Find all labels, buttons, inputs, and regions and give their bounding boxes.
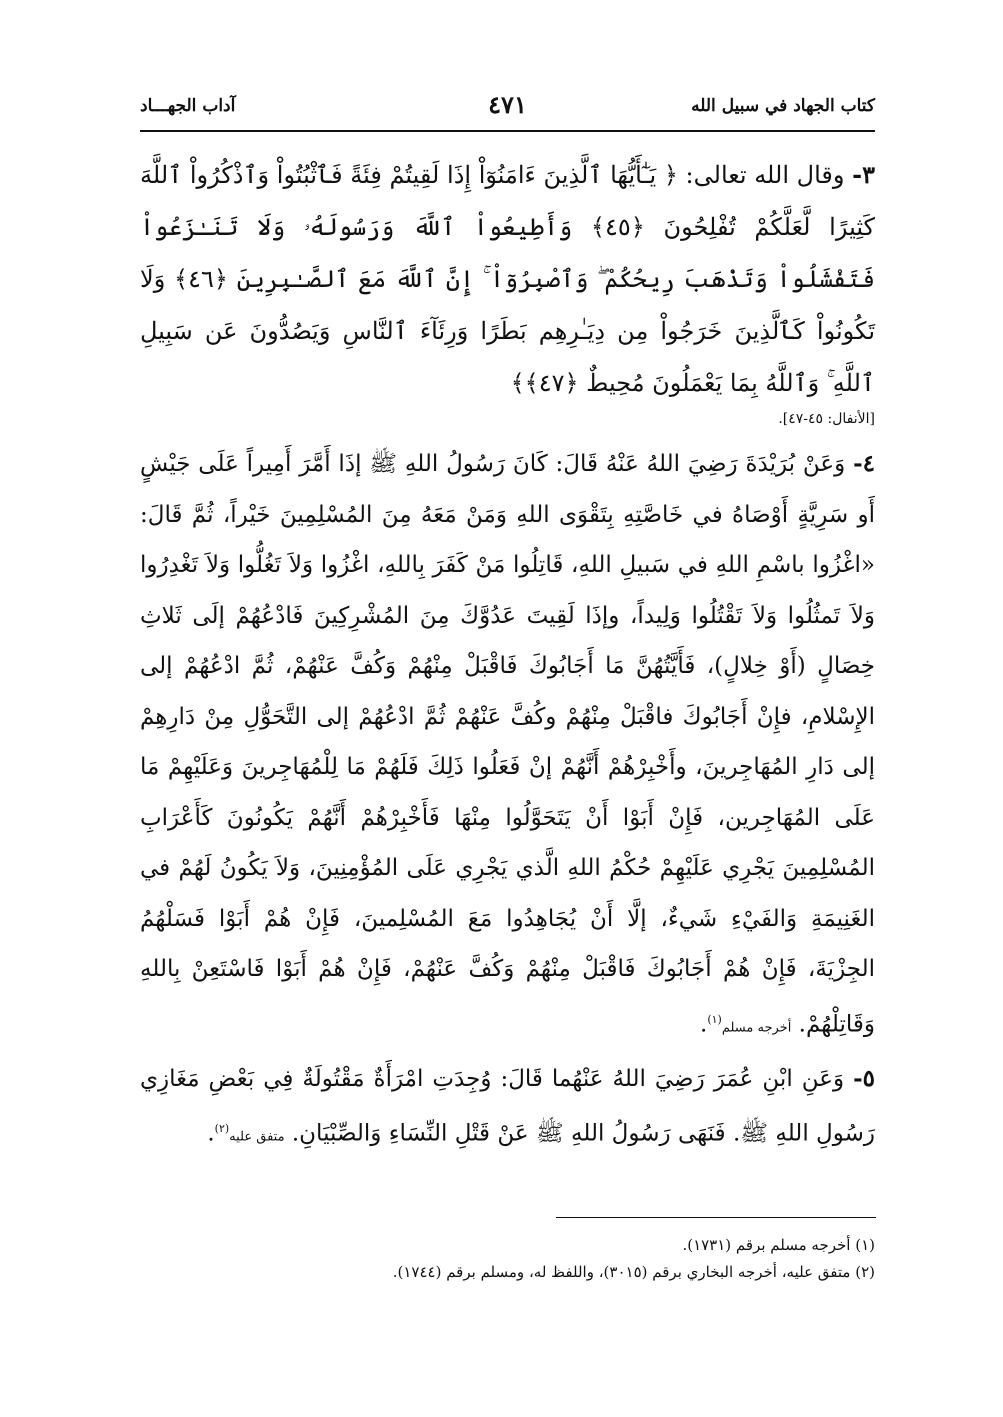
item-number: ٤- [853,450,876,477]
footnotes [140,1232,875,1286]
item-number: ٣- [852,160,875,189]
footnote-2: (٢) متفق عليه، أخرجه البخاري برقم (٣٠١٥)، واللفظ له، ومسلم برقم (١٧٤٤). [392,1263,875,1281]
header-divider [140,130,875,132]
hadith-text: وَعَنِ ابْنِ عُمَرَ رَضِيَ اللهُ عَنْهُما قَالَ: وُجِدَتِ امْرَأَةٌ مَقْتُولَةٌ فِي بَعْضِ مَغَازِي رَسُولِ اللهِ ﷺ. فَنَهَى رَسُولُ اللهِ ﷺ عَنْ قَتْلِ النِّسَاءِ وَالصِّبْيَانِ. [140,1065,875,1147]
book-title: كتاب الجهاد في سبيل الله [691,96,875,116]
page-header [140,88,875,128]
hadith-source: أخرجه مسلم [721,1020,792,1036]
footnote-divider [556,1217,876,1218]
footnote-ref[interactable]: (٢) [214,1122,230,1136]
footnote-1: (١) أخرجه مسلم برقم (١٧٣١). [682,1236,875,1254]
chapter-title: آداب الجهـــاد [140,96,236,116]
item-4: ٤- وَعَنْ بُرَيْدَةَ رَضِيَ اللهُ عَنْهُ قَالَ: كَانَ رَسُولُ اللهِ ﷺ إذَا أَمَّرَ أَمِيراً عَلَى جَيْشٍ أَو سَرِيَّةٍ أَوْصَاهُ في خَاصَّتِهِ بِتَقْوَى اللهِ وَمَنْ مَعَهُ مِنَ المُسْلِمِينَ خَيْراً، ثُمَّ قَالَ: «اغْزُوا باسْمِ اللهِ في سَبيلِ اللهِ، قَاتِلُوا مَنْ كَفَرَ بِاللهِ، اغْزُوا وَلاَ تَغُلُّوا وَلاَ تَغْدِرُوا وَلاَ تَمثُلُوا وَلاَ تَقْتُلُوا وَلِيداً، وإذَا لَقِيتَ عَدُوَّكَ مِنَ المُشْرِكِينَ فَادْعُهُمْ إلَى ثَلاثِ خِصَالٍ (أَوْ خِلالٍ)، فَأَيَّتُهُنَّ مَا أَجَابُوكَ فَاقْبَلْ مِنْهُمْ وَكُفَّ عَنْهُمْ، ثُمَّ ادْعُهُمْ إلى الإِسْلامِ، فإِنْ أَجَابُوكَ فاقْبَلْ مِنْهُمْ وكُفَّ عَنْهُمْ ثُمَّ ادْعُهُمْ إلى التَّحَوُّلِ مِنْ دَارِهِمْ إلى دَارِ المُهَاجِرينَ، وأَخْبِرْهُمْ أَنَّهُمْ إنْ فَعَلُوا ذَلِكَ فَلَهُمْ مَا لِلْمُهَاجِرينَ وَعَلَيْهِمْ مَا عَلَى المُهَاجِرين، فَإِنْ أَبَوْا أَنْ يَتَحَوَّلُوا مِنْهَا فَأَخْبِرْهُمْ أَنَّهُمْ يَكُونُونَ كَأَعْرَابِ المُسْلِمِينَ يَجْرِي عَلَيْهِمْ حُكْمُ اللهِ الَّذي يَجْرِي عَلَى المُؤْمِنِينَ، وَلاَ يَكُونُ لَهُمْ في الغَنِيمَةِ وَالفَيْءِ شَيءٌ، إلَّا أَنْ يُجَاهِدُوا مَعَ المُسْلِمينَ، فَإِنْ هُمْ أَبَوْا فَسَلْهُمُ الجِزْيَةَ، فَإِنْ هُمْ أَجَابُوكَ فَاقْبَلْ مِنْهُمْ وَكُفَّ عَنْهُمْ، فَإِنْ هُمْ أَبَوْا فَاسْتَعِنْ بِاللهِ وَقَاتِلْهُمْ. أخرجه مسلم$^{(١)}$. [140,450,876,1038]
page-body [140,145,875,1163]
hadith-text: وَعَنْ بُرَيْدَةَ رَضِيَ اللهُ عَنْهُ قَالَ: كَانَ رَسُولُ اللهِ ﷺ إذَا أَمَّرَ أَمِيراً عَلَى جَيْشٍ أَو سَرِيَّةٍ أَوْصَاهُ في خَاصَّتِهِ بِتَقْوَى اللهِ وَمَنْ مَعَهُ مِنَ المُسْلِمِينَ خَيْراً، ثُمَّ قَالَ: «اغْزُوا باسْمِ اللهِ في سَبيلِ اللهِ، قَاتِلُوا مَنْ كَفَرَ بِاللهِ، اغْزُوا وَلاَ تَغُلُّوا وَلاَ تَغْدِرُوا وَلاَ تَمثُلُوا وَلاَ تَقْتُلُوا وَلِيداً، وإذَا لَقِيتَ عَدُوَّكَ مِنَ المُشْرِكِينَ فَادْعُهُمْ إلَى ثَلاثِ خِصَالٍ (أَوْ خِلالٍ)، فَأَيَّتُهُنَّ مَا أَجَابُوكَ فَاقْبَلْ مِنْهُمْ وَكُفَّ عَنْهُمْ، ثُمَّ ادْعُهُمْ إلى الإِسْلامِ، فإِنْ أَجَابُوكَ فاقْبَلْ مِنْهُمْ وكُفَّ عَنْهُمْ ثُمَّ ادْعُهُمْ إلى التَّحَوُّلِ مِنْ دَارِهِمْ إلى دَارِ المُهَاجِرينَ، وأَخْبِرْهُمْ أَنَّهُمْ إنْ فَعَلُوا ذَلِكَ فَلَهُمْ مَا لِلْمُهَاجِرينَ وَعَلَيْهِمْ مَا عَلَى المُهَاجِرين، فَإِنْ أَبَوْا أَنْ يَتَحَوَّلُوا مِنْهَا فَأَخْبِرْهُمْ أَنَّهُمْ يَكُونُونَ كَأَعْرَابِ المُسْلِمِينَ يَجْرِي عَلَيْهِمْ حُكْمُ اللهِ الَّذي يَجْرِي عَلَى المُؤْمِنِينَ، وَلاَ يَكُونُ لَهُمْ في الغَنِيمَةِ وَالفَيْءِ شَيءٌ، إلَّا أَنْ يُجَاهِدُوا مَعَ المُسْلِمينَ، فَإِنْ هُمْ أَبَوْا فَسَلْهُمُ الجِزْيَةَ، فَإِنْ هُمْ أَجَابُوكَ فَاقْبَلْ مِنْهُمْ وَكُفَّ عَنْهُمْ، فَإِنْ هُمْ أَبَوْا فَاسْتَعِنْ بِاللهِ وَقَاتِلْهُمْ. [140,451,875,1038]
page-number: ٤٧١ [488,90,527,119]
footnote-ref[interactable]: (١) [707,1012,722,1026]
quran-verse: وقال الله تعالى: ﴿ يَـٰٓأَيُّهَا ٱلَّذِينَ ءَامَنُوٓاْ إِذَا لَقِيتُمْ فِئَةً فَٱثْبُتُواْ وَٱذْكُرُواْ ٱللَّهَ كَثِيرًا لَّعَلَّكُمْ تُفْلِحُونَ ﴿٤٥﴾ وَأَطِيعُواْ ٱللَّهَ وَرَسُولَهُۥ وَلَا تَنَـٰزَعُواْ فَتَفْشَلُواْ وَتَذْهَبَ رِيحُكُمْ ۖ وَٱصْبِرُوٓاْ ۚ إِنَّ ٱللَّهَ مَعَ ٱلصَّـٰبِرِينَ ﴿٤٦﴾ وَلَا تَكُونُواْ كَٱلَّذِينَ خَرَجُواْ مِن دِيَـٰرِهِم بَطَرًا وَرِئَآءَ ٱلنَّاسِ وَيَصُدُّونَ عَن سَبِيلِ ٱللَّهِ ۚ وَٱللَّهُ بِمَا يَعْمَلُونَ مُحِيطٌ ﴿٤٧﴾﴾ [140,161,876,397]
item-3 [140,145,875,409]
item-5: ٥- وَعَنِ ابْنِ عُمَرَ رَضِيَ اللهُ عَنْهُما قَالَ: وُجِدَتِ امْرَأَةٌ مَقْتُولَةٌ فِي بَعْضِ مَغَازِي رَسُولِ اللهِ ﷺ. فَنَهَى رَسُولُ اللهِ ﷺ عَنْ قَتْلِ النِّسَاءِ وَالصِّبْيَانِ. متفق عليه$^{(٢)}$. [140,1064,875,1147]
item-number: ٥- [853,1064,875,1092]
hadith-source: متفق عليه [229,1129,285,1145]
verse-citation: [الأنفال: ٤٥-٤٧]. [778,411,875,427]
